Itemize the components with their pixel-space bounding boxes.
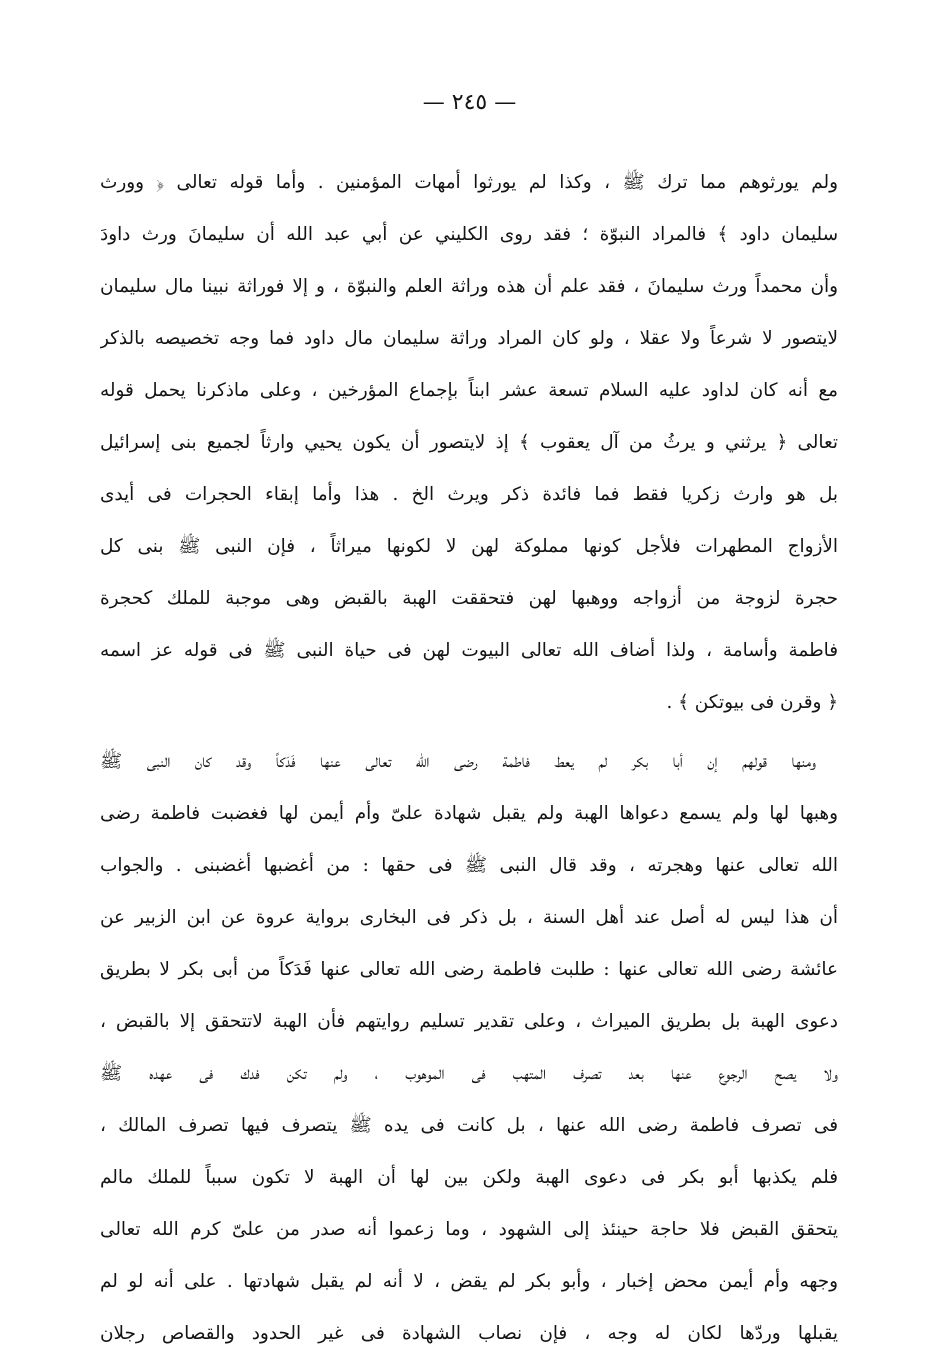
text-line: ولا يصح الرجوع عنها بعد تصرف المتهب فى الموهوب ، ولم تكن فدك فى عهده ﷺ	[100, 1063, 838, 1084]
text-line: وأن محمداً ورث سليمانَ ، فقد علم أن هذه وراثة العلم والنبوّة ، و إلا فوراثة نبينا مال سليمان	[100, 276, 838, 297]
text-line: مع أنه كان لداود عليه السلام تسعة عشر ابناً بإجماع المؤرخين ، وعلى ماذكرنا يحمل قوله	[100, 380, 838, 401]
text-line: وجهه وأم أيمن محض إخبار ، وأبو بكر لم يقض ، لا أنه لم يقبل شهادتها . على أنه لو لم	[100, 1271, 838, 1292]
text-line: أن هذا ليس له أصل عند أهل السنة ، بل ذكر فى البخارى برواية عروة عن ابن الزبير عن	[100, 907, 838, 928]
text-line: يتحقق القبض فلا حاجة حينئذ إلى الشهود ، وما زعموا أنه صدر من علىّ كرم الله تعالى	[100, 1219, 838, 1240]
text-line: ولم يورثوهم مما ترك ﷺ ، وكذا لم يورثوا أمهات المؤمنين . وأما قوله تعالى ﴿ وورث	[100, 172, 838, 193]
text-line: بل هو وارث زكريا فقط فما فائدة ذكر ويرث الخ . هذا وأما إبقاء الحجرات فى أيدى	[100, 484, 838, 505]
text-line: ﴿ وقرن فى بيوتكن ﴾ .	[666, 692, 838, 713]
text-line: حجرة لزوجة من أزواجه ووهبها لهن فتحققت الهبة بالقبض وهى موجبة للملك كحجرة	[100, 588, 838, 609]
text-line: وهبها لها ولم يسمع دعواها الهبة ولم يقبل شهادة علىّ وأم أيمن لها فغضبت فاطمة رضى	[100, 803, 838, 824]
text-line: فاطمة وأسامة ، ولذا أضاف الله تعالى البيوت لهن فى حياة النبى ﷺ فى قوله عز اسمه	[100, 640, 838, 661]
text-line: ومنها قولهم إن أبا بكر لم يعط فاطمة رضى الله تعالى عنها فَدَكاً وقد كان النبى ﷺ	[100, 751, 816, 772]
text-line: دعوى الهبة بل بطريق الميراث ، وعلى تقدير تسليم روايتهم فأن الهبة لاتتحقق إلا بالقبض ،	[100, 1011, 838, 1032]
text-line: تعالى ﴿ يرثني و يرثُ من آل يعقوب ﴾ إذ لايتصور أن يكون يحيي وارثاً لجميع بنى إسرائيل	[100, 432, 838, 453]
text-line: الأزواج المطهرات فلأجل كونها مملوكة لهن لا لكونها ميراثاً ، فإن النبى ﷺ بنى كل	[100, 536, 838, 557]
text-line: عائشة رضى الله تعالى عنها : طلبت فاطمة رضى الله تعالى عنها فَدَكاً من أبى بكر لا بطريق	[100, 959, 838, 980]
text-line: فلم يكذبها أبو بكر فى دعوى الهبة ولكن بين لها أن الهبة لا تكون سبباً للملك مالم	[100, 1167, 838, 1188]
text-line: لايتصور لا شرعاً ولا عقلا ، ولو كان المراد وراثة سليمان مال داود فما وجه تخصيصه بالذكر	[100, 328, 838, 349]
text-line: سليمان داود ﴾ فالمراد النبوّة ؛ فقد روى الكليني عن أبي عبد الله أن سليمانَ ورث داودَ	[100, 224, 838, 245]
text-line: فى تصرف فاطمة رضى الله عنها ، بل كانت فى يده ﷺ يتصرف فيها تصرف المالك ،	[100, 1115, 838, 1136]
text-line: يقبلها وردّها لكان له وجه ، فإن نصاب الشهادة فى غير الحدود والقصاص رجلان	[100, 1323, 838, 1344]
text-line: الله تعالى عنها وهجرته ، وقد قال النبى ﷺ فى حقها : من أغضبها أغضبنى . والجواب	[100, 855, 838, 876]
page-number: — ٢٤٥ —	[422, 90, 517, 115]
